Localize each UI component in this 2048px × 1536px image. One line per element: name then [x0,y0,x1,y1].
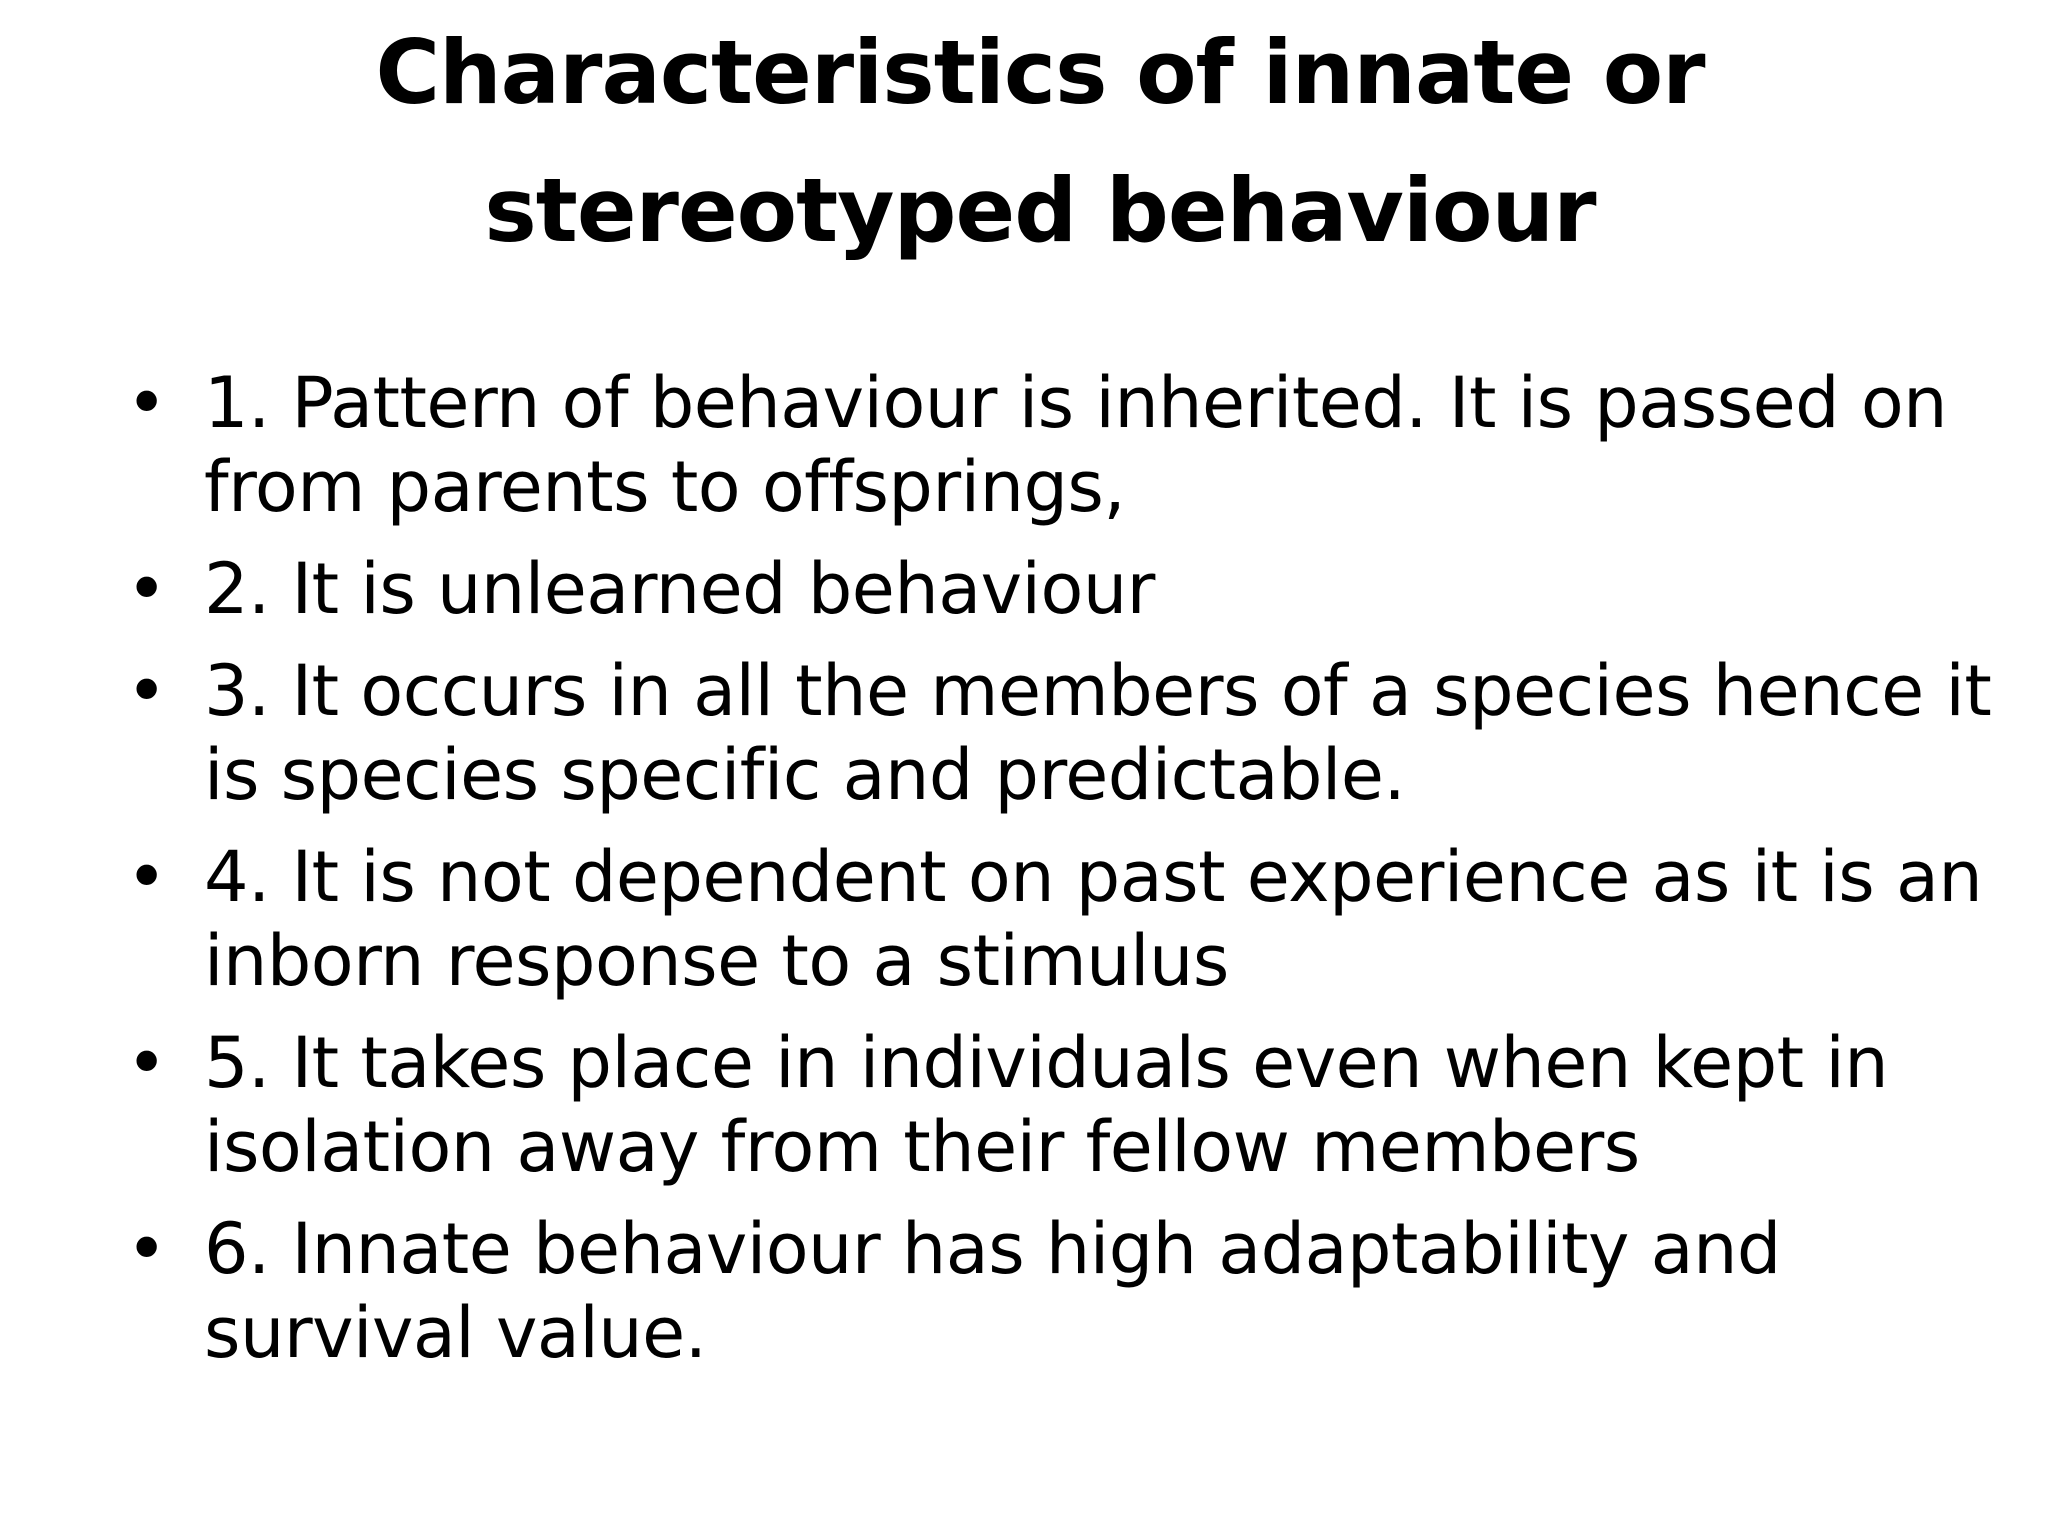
bullet-dot-icon: • [126,650,167,732]
bullet-text-2: 2. It is unlearned behaviour [204,548,1155,630]
bullet-item-4 [118,835,1998,1003]
bullet-item-2 [118,547,1998,631]
bullet-text-5: 5. It takes place in individuals even when kept in isolation away from their fellow members [204,1022,1889,1188]
bullet-item-6 [118,1207,1998,1375]
slide-title [140,4,1940,280]
bullet-dot-icon: • [126,836,167,918]
bullet-dot-icon: • [126,1208,167,1290]
bullet-text-4: 4. It is not dependent on past experience as it is an inborn response to a stimulus [204,836,1983,1002]
bullet-text-3: 3. It occurs in all the members of a species hence it is species specific and predictable. [204,650,1992,816]
slide-title-line-1: Characteristics of innate or [375,21,1705,124]
bullet-text-1: 1. Pattern of behaviour is inherited. It is passed on from parents to offsprings, [204,362,1948,528]
bullet-list [118,361,1998,1393]
bullet-text-6: 6. Innate behaviour has high adaptability and survival value. [204,1208,1781,1374]
bullet-item-5 [118,1021,1998,1189]
bullet-item-1 [118,361,1998,529]
bullet-dot-icon: • [126,548,167,630]
bullet-dot-icon: • [126,1022,167,1104]
slide-title-line-2: stereotyped behaviour [484,159,1596,262]
bullet-dot-icon: • [126,362,167,444]
bullet-item-3 [118,649,1998,817]
